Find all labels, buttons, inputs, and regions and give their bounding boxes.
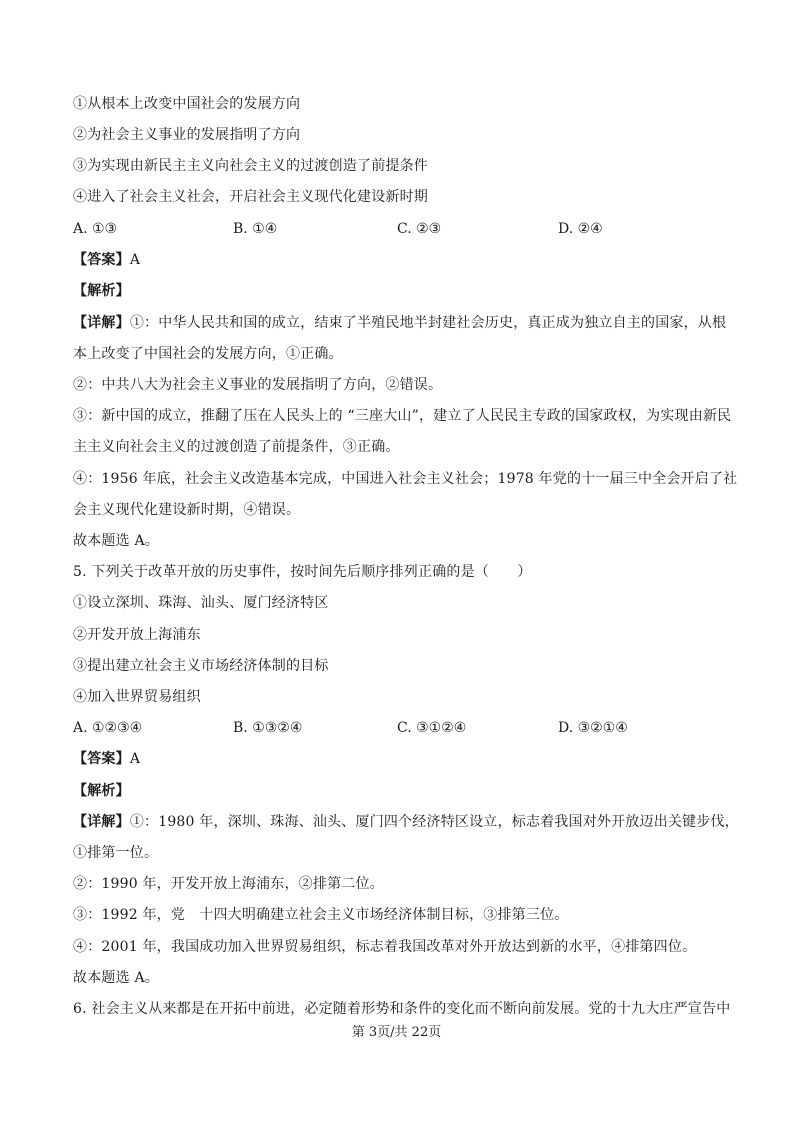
q5-answer-tag: 【答案】 — [73, 751, 130, 767]
q4-option-b: B. ①④ — [233, 221, 278, 237]
q4-item-4: ④进入了社会主义社会，开启社会主义现代化建设新时期 — [73, 189, 428, 205]
q4-detail-tag: 【详解】 — [73, 315, 130, 331]
q4-analysis — [73, 281, 130, 301]
q5-detail-2: ①排第一位。 — [73, 845, 159, 861]
q5-detail-1 — [73, 812, 739, 832]
page-number-footer: 第 3页/共 22页 — [351, 1025, 442, 1040]
q4-detail-5: 主主义向社会主义的过渡创造了前提条件，③正确。 — [73, 439, 400, 455]
q5-stem: 5. 下列关于改革开放的历史事件，按时间先后顺序排列正确的是（ ） — [73, 564, 532, 580]
q6-stem: 6. 社会主义从来都是在开拓中前进，必定随着形势和条件的变化而不断向前发展。党的十九大庄严宣告中 — [73, 1001, 731, 1017]
q5-option-b: B. ①③②④ — [233, 720, 303, 736]
q4-detail-text-1: ①：中华人民共和国的成立，结束了半殖民地半封建社会历史，真正成为独立自主的国家，从根 — [129, 315, 727, 331]
q5-detail-4: ③：1992 年，党 十四大明确建立社会主义市场经济体制目标，③排第三位。 — [73, 907, 569, 923]
q5-answer-value: A — [129, 751, 141, 767]
q5-detail-5: ④：2001 年，我国成功加入世界贸易组织，标志着我国改革对外开放达到新的水平，④排第四位。 — [73, 939, 697, 955]
q5-conclusion: 故本题选 A。 — [73, 970, 159, 986]
q4-detail-2: 本上改变了中国社会的发展方向，①正确。 — [73, 346, 343, 362]
q5-answer — [73, 749, 140, 769]
q4-answer-tag: 【答案】 — [73, 252, 130, 268]
q4-item-1: ①从根本上改变中国社会的发展方向 — [73, 96, 301, 112]
q4-analysis-tag: 【解析】 — [73, 283, 130, 299]
q4-item-3: ③为实现由新民主主义向社会主义的过渡创造了前提条件 — [73, 158, 428, 174]
q4-item-2: ②为社会主义事业的发展指明了方向 — [73, 127, 301, 143]
q4-answer-value: A — [129, 252, 141, 268]
q4-detail-1 — [73, 313, 726, 333]
q4-option-d: D. ②④ — [558, 221, 603, 237]
q5-item-2: ②开发开放上海浦东 — [73, 627, 201, 643]
q5-detail-3: ②：1990 年，开发开放上海浦东，②排第二位。 — [73, 876, 384, 892]
q4-option-c: C. ②③ — [397, 221, 442, 237]
q5-analysis-tag: 【解析】 — [73, 783, 130, 799]
q4-detail-4: ③：新中国的成立，推翻了压在人民头上的 “三座大山”，建立了人民民主专政的国家政权，为实现由新民 — [73, 408, 732, 424]
q5-option-c: C. ③①②④ — [397, 720, 467, 736]
q4-detail-3: ②：中共八大为社会主义事业的发展指明了方向，②错误。 — [73, 377, 443, 393]
q4-answer — [73, 250, 140, 270]
q4-conclusion: 故本题选 A。 — [73, 533, 159, 549]
q5-option-a: A. ①②③④ — [73, 720, 143, 736]
q4-detail-6: ④：1956 年底，社会主义改造基本完成，中国进入社会主义社会；1978 年党的十一届三中全会开启了社 — [73, 471, 738, 487]
q5-analysis — [73, 781, 130, 801]
q5-option-d: D. ③②①④ — [558, 720, 628, 736]
q5-detail-tag: 【详解】 — [73, 814, 130, 830]
q4-detail-7: 会主义现代化建设新时期，④错误。 — [73, 502, 301, 518]
q5-item-3: ③提出建立社会主义市场经济体制的目标 — [73, 658, 329, 674]
q4-option-a: A. ①③ — [73, 221, 118, 237]
q5-detail-text-1: ①：1980 年，深圳、珠海、汕头、厦门四个经济特区设立，标志着我国对外开放迈出关键步伐， — [129, 814, 739, 830]
q5-item-1: ①设立深圳、珠海、汕头、厦门经济特区 — [73, 595, 329, 611]
q5-item-4: ④加入世界贸易组织 — [73, 689, 201, 705]
